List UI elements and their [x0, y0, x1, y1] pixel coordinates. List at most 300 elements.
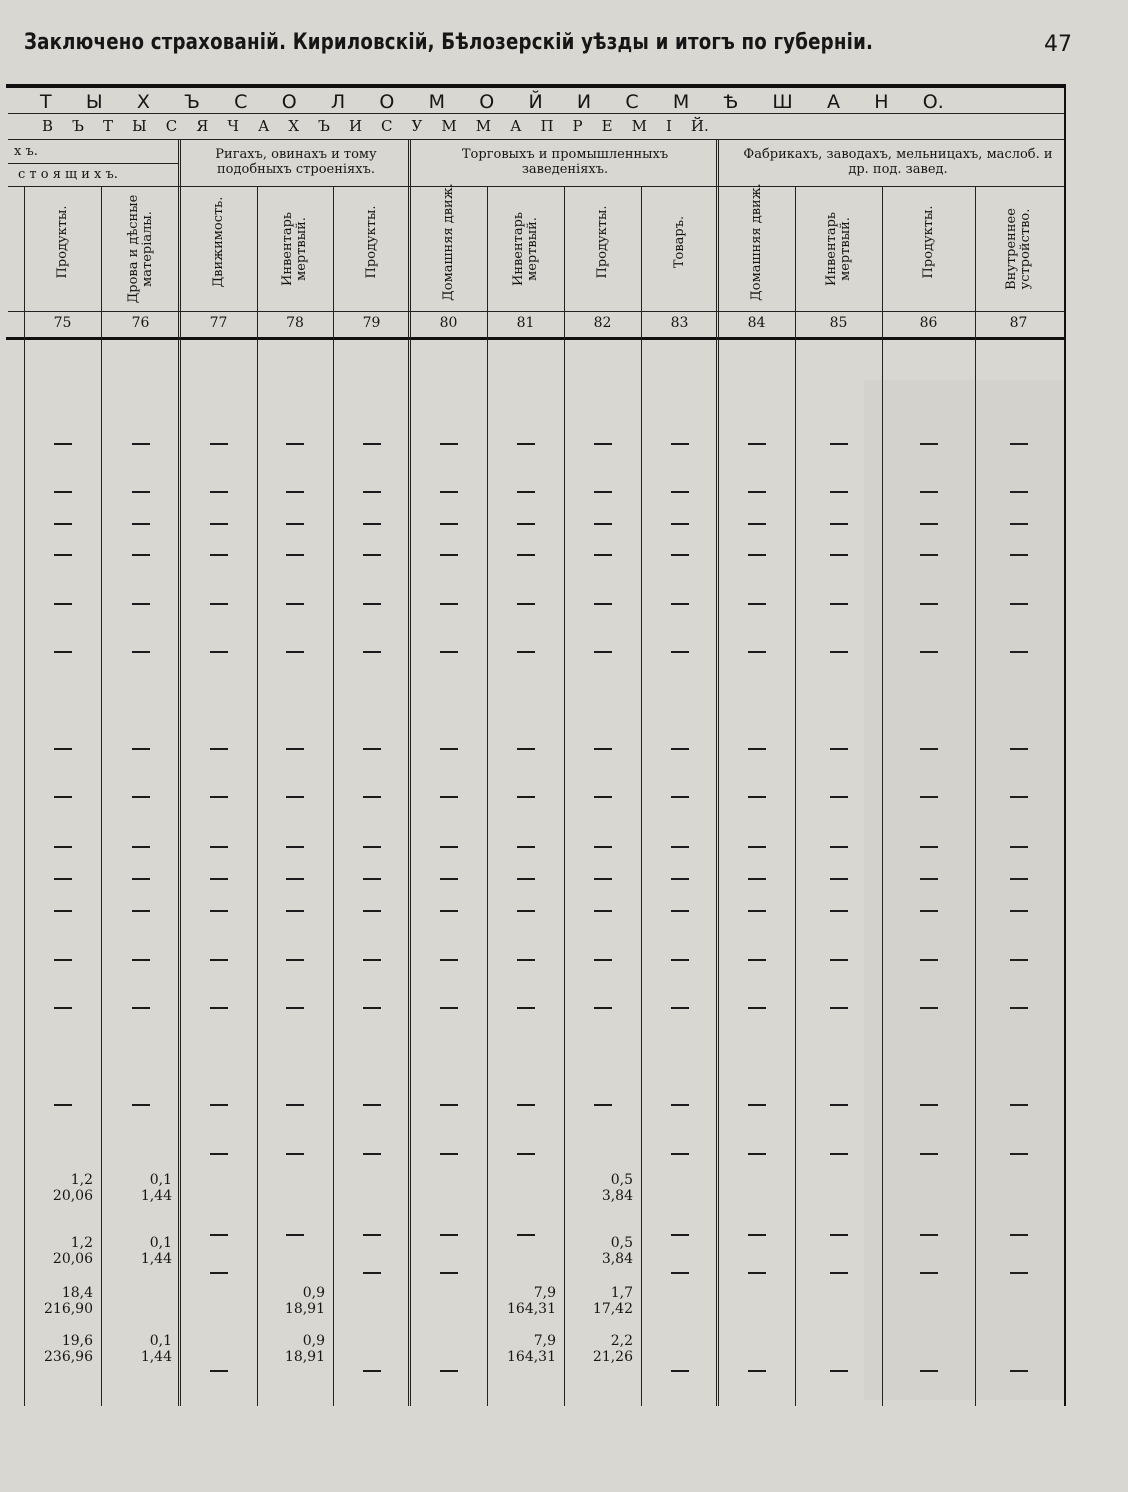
empty-dash — [671, 1153, 689, 1155]
empty-dash — [920, 603, 938, 605]
value-cell: 21,26 — [592, 1349, 633, 1365]
band-letter: Ы — [131, 117, 147, 135]
page-number: 47 — [1044, 32, 1072, 57]
band-letter: И — [348, 117, 363, 135]
empty-dash — [1010, 1370, 1028, 1372]
empty-dash — [210, 1370, 228, 1372]
empty-dash — [132, 443, 150, 445]
empty-dash — [363, 878, 381, 880]
empty-dash — [363, 846, 381, 848]
column-number: 86 — [919, 315, 938, 331]
column-rule — [882, 186, 883, 1406]
empty-dash — [671, 878, 689, 880]
value-cell: 0,9 — [302, 1333, 325, 1349]
column-header: Продукты. — [54, 205, 70, 279]
empty-dash — [286, 1153, 304, 1155]
empty-dash — [363, 651, 381, 653]
band-letter: М — [631, 117, 647, 135]
empty-dash — [748, 554, 766, 556]
empty-dash — [363, 523, 381, 525]
empty-dash — [286, 959, 304, 961]
column-rule — [257, 186, 258, 1406]
empty-dash — [594, 1104, 612, 1106]
empty-dash — [54, 1104, 72, 1106]
empty-dash — [594, 959, 612, 961]
column-header-bottom — [8, 311, 1064, 312]
value-cell: 20,06 — [52, 1251, 93, 1267]
value-cell: 7,9 — [533, 1285, 556, 1301]
empty-dash — [440, 796, 458, 798]
empty-dash — [1010, 910, 1028, 912]
empty-dash — [132, 878, 150, 880]
column-header: Инвентарь мертвый. — [280, 211, 309, 287]
empty-dash — [286, 796, 304, 798]
empty-dash — [132, 1104, 150, 1106]
empty-dash — [210, 846, 228, 848]
band-letter: Й — [528, 91, 543, 113]
empty-dash — [830, 603, 848, 605]
column-rule — [564, 186, 565, 1406]
band-letter: І — [665, 117, 672, 135]
column-header: Товаръ. — [671, 215, 687, 269]
column-number: 82 — [593, 315, 612, 331]
empty-dash — [132, 910, 150, 912]
column-rule — [716, 139, 719, 1406]
empty-dash — [594, 796, 612, 798]
empty-dash — [1010, 443, 1028, 445]
empty-dash — [517, 443, 535, 445]
band-line-1 — [8, 91, 1064, 113]
column-header: Инвентарь мертвый. — [823, 211, 853, 287]
empty-dash — [440, 1370, 458, 1372]
empty-dash — [1010, 554, 1028, 556]
empty-dash — [594, 748, 612, 750]
group-underline — [8, 186, 1064, 187]
empty-dash — [54, 878, 72, 880]
empty-dash — [748, 1272, 766, 1274]
band-letter: Н — [874, 91, 889, 113]
empty-dash — [1010, 523, 1028, 525]
empty-dash — [363, 1370, 381, 1372]
empty-dash — [54, 523, 72, 525]
empty-dash — [671, 910, 689, 912]
column-number: 85 — [829, 315, 848, 331]
empty-dash — [54, 796, 72, 798]
empty-dash — [671, 846, 689, 848]
band-letter: А — [510, 117, 522, 135]
empty-dash — [440, 959, 458, 961]
column-rule — [487, 186, 488, 1406]
empty-dash — [54, 491, 72, 493]
empty-dash — [210, 1104, 228, 1106]
band-letter: Т — [102, 117, 113, 135]
empty-dash — [286, 846, 304, 848]
empty-dash — [830, 1272, 848, 1274]
empty-dash — [594, 910, 612, 912]
empty-dash — [363, 748, 381, 750]
empty-dash — [210, 748, 228, 750]
empty-dash — [54, 748, 72, 750]
empty-dash — [363, 603, 381, 605]
band-letter: Ъ — [72, 117, 84, 135]
empty-dash — [748, 1153, 766, 1155]
empty-dash — [748, 748, 766, 750]
empty-dash — [517, 603, 535, 605]
left-group-divider — [8, 163, 178, 164]
empty-dash — [830, 443, 848, 445]
empty-dash — [210, 1007, 228, 1009]
band-letter: С — [625, 91, 639, 113]
empty-dash — [748, 443, 766, 445]
empty-dash — [830, 554, 848, 556]
empty-dash — [1010, 1234, 1028, 1236]
group-label-factories: Фабрикахъ, заводахъ, мельницахъ, маслоб. и др. под. завед. — [743, 147, 1053, 177]
empty-dash — [286, 1234, 304, 1236]
empty-dash — [920, 523, 938, 525]
empty-dash — [210, 651, 228, 653]
show-through-stain — [864, 380, 1064, 1400]
column-number: 75 — [53, 315, 72, 331]
empty-dash — [210, 523, 228, 525]
empty-dash — [363, 796, 381, 798]
empty-dash — [517, 748, 535, 750]
empty-dash — [54, 443, 72, 445]
empty-dash — [210, 796, 228, 798]
band-letter: В — [42, 117, 54, 135]
empty-dash — [1010, 1272, 1028, 1274]
band-line-2 — [8, 115, 1064, 137]
empty-dash — [363, 491, 381, 493]
empty-dash — [363, 1153, 381, 1155]
top-rule — [6, 84, 1066, 88]
empty-dash — [440, 554, 458, 556]
empty-dash — [594, 651, 612, 653]
band-letter: Х — [288, 117, 300, 135]
column-rule — [1064, 86, 1066, 1406]
empty-dash — [517, 878, 535, 880]
empty-dash — [517, 1153, 535, 1155]
header-bottom-rule — [6, 337, 1066, 340]
empty-dash — [363, 1234, 381, 1236]
empty-dash — [748, 491, 766, 493]
empty-dash — [132, 846, 150, 848]
page-title: Заключено страхованій. Кириловскій, Бѣлозерскій уѣзды и итогъ по губерніи. — [24, 30, 874, 55]
empty-dash — [830, 748, 848, 750]
left-group-top-label: х ъ. — [14, 144, 38, 159]
empty-dash — [54, 1007, 72, 1009]
value-cell: 0,1 — [149, 1235, 172, 1251]
empty-dash — [748, 959, 766, 961]
band-letter: А — [826, 91, 840, 113]
empty-dash — [920, 846, 938, 848]
column-rule — [178, 139, 181, 1406]
empty-dash — [210, 603, 228, 605]
empty-dash — [210, 959, 228, 961]
band-letter: Ч — [227, 117, 239, 135]
empty-dash — [671, 603, 689, 605]
value-cell: 18,4 — [61, 1285, 93, 1301]
empty-dash — [440, 878, 458, 880]
band-letter: Ъ — [184, 91, 200, 113]
empty-dash — [54, 554, 72, 556]
value-cell: 1,44 — [140, 1349, 172, 1365]
band-letter: С — [165, 117, 178, 135]
empty-dash — [920, 1370, 938, 1372]
empty-dash — [748, 1370, 766, 1372]
value-cell: 0,1 — [149, 1333, 172, 1349]
empty-dash — [671, 443, 689, 445]
band-letter: Т — [40, 91, 52, 113]
band-letter: М — [672, 91, 690, 113]
empty-dash — [671, 554, 689, 556]
empty-dash — [671, 1007, 689, 1009]
band-letter: И — [576, 91, 592, 113]
empty-dash — [286, 491, 304, 493]
column-header: Продукты. — [363, 205, 379, 279]
empty-dash — [920, 491, 938, 493]
column-header: Инвентарь мертвый. — [510, 211, 540, 287]
empty-dash — [920, 959, 938, 961]
value-cell: 164,31 — [507, 1301, 556, 1317]
empty-dash — [830, 651, 848, 653]
empty-dash — [440, 523, 458, 525]
empty-dash — [830, 491, 848, 493]
empty-dash — [1010, 959, 1028, 961]
empty-dash — [54, 959, 72, 961]
value-cell: 2,2 — [610, 1333, 633, 1349]
value-cell: 0,5 — [610, 1235, 633, 1251]
empty-dash — [286, 603, 304, 605]
empty-dash — [440, 603, 458, 605]
empty-dash — [286, 554, 304, 556]
empty-dash — [286, 748, 304, 750]
empty-dash — [440, 443, 458, 445]
band-letter: А — [257, 117, 270, 135]
empty-dash — [363, 1104, 381, 1106]
column-number: 76 — [131, 315, 150, 331]
empty-dash — [54, 910, 72, 912]
empty-dash — [671, 1234, 689, 1236]
empty-dash — [830, 959, 848, 961]
empty-dash — [920, 1272, 938, 1274]
column-header: Продукты. — [920, 205, 936, 279]
value-cell: 1,2 — [70, 1172, 93, 1188]
empty-dash — [1010, 1007, 1028, 1009]
band-letter: Й. — [690, 117, 709, 135]
empty-dash — [594, 523, 612, 525]
empty-dash — [132, 748, 150, 750]
value-cell: 3,84 — [601, 1251, 633, 1267]
band-letter: С — [234, 91, 248, 113]
empty-dash — [920, 1234, 938, 1236]
value-cell: 1,44 — [140, 1188, 172, 1204]
empty-dash — [517, 846, 535, 848]
column-rule — [101, 186, 102, 1406]
empty-dash — [671, 651, 689, 653]
empty-dash — [440, 1272, 458, 1274]
empty-dash — [440, 910, 458, 912]
empty-dash — [132, 603, 150, 605]
group-label-trade: Торговыхъ и промышленныхъ заведеніяхъ. — [461, 147, 669, 177]
value-cell: 20,06 — [52, 1188, 93, 1204]
value-cell: 0,9 — [302, 1285, 325, 1301]
empty-dash — [1010, 1104, 1028, 1106]
empty-dash — [517, 1234, 535, 1236]
column-number: 81 — [516, 315, 535, 331]
empty-dash — [1010, 846, 1028, 848]
empty-dash — [671, 1370, 689, 1372]
band-letter: Я — [196, 117, 209, 135]
empty-dash — [286, 1104, 304, 1106]
column-rule — [641, 186, 642, 1406]
band-letter: У — [411, 117, 423, 135]
empty-dash — [830, 910, 848, 912]
empty-dash — [830, 523, 848, 525]
empty-dash — [920, 554, 938, 556]
column-number: 84 — [747, 315, 766, 331]
empty-dash — [920, 910, 938, 912]
empty-dash — [748, 910, 766, 912]
column-number: 80 — [439, 315, 458, 331]
empty-dash — [286, 878, 304, 880]
empty-dash — [830, 796, 848, 798]
empty-dash — [748, 1007, 766, 1009]
band-letter: Р — [572, 117, 583, 135]
empty-dash — [1010, 651, 1028, 653]
empty-dash — [286, 523, 304, 525]
band-letter: С — [381, 117, 393, 135]
empty-dash — [594, 554, 612, 556]
band-letter: Е — [601, 117, 613, 135]
empty-dash — [1010, 748, 1028, 750]
empty-dash — [363, 443, 381, 445]
empty-dash — [517, 651, 535, 653]
empty-dash — [210, 878, 228, 880]
band-letter: М — [428, 91, 446, 113]
empty-dash — [594, 603, 612, 605]
band-letter: М — [475, 117, 492, 135]
empty-dash — [440, 846, 458, 848]
empty-dash — [920, 1007, 938, 1009]
column-header: Дрова и дѣсные матеріалы. — [125, 194, 155, 304]
empty-dash — [440, 1153, 458, 1155]
column-header: Движимость. — [210, 196, 226, 288]
empty-dash — [210, 491, 228, 493]
column-header: Продукты. — [594, 205, 610, 279]
column-header: Домашняя движ. — [440, 183, 456, 301]
empty-dash — [440, 1104, 458, 1106]
empty-dash — [286, 1007, 304, 1009]
empty-dash — [920, 651, 938, 653]
band-letter: О — [281, 91, 297, 113]
empty-dash — [671, 1104, 689, 1106]
value-cell: 0,5 — [610, 1172, 633, 1188]
empty-dash — [748, 1234, 766, 1236]
empty-dash — [594, 443, 612, 445]
band-letter: Л — [330, 91, 346, 113]
empty-dash — [132, 491, 150, 493]
column-rule — [333, 186, 334, 1406]
column-header: Домашняя движ. — [748, 183, 764, 301]
empty-dash — [517, 910, 535, 912]
empty-dash — [210, 554, 228, 556]
empty-dash — [594, 878, 612, 880]
empty-dash — [210, 1153, 228, 1155]
empty-dash — [517, 1007, 535, 1009]
empty-dash — [830, 1234, 848, 1236]
empty-dash — [132, 554, 150, 556]
empty-dash — [210, 910, 228, 912]
empty-dash — [748, 796, 766, 798]
empty-dash — [517, 554, 535, 556]
empty-dash — [54, 603, 72, 605]
value-cell: 236,96 — [44, 1349, 93, 1365]
empty-dash — [830, 846, 848, 848]
empty-dash — [920, 1104, 938, 1106]
empty-dash — [920, 1153, 938, 1155]
value-cell: 17,42 — [592, 1301, 633, 1317]
empty-dash — [748, 846, 766, 848]
empty-dash — [748, 523, 766, 525]
empty-dash — [363, 1272, 381, 1274]
empty-dash — [830, 878, 848, 880]
empty-dash — [132, 523, 150, 525]
empty-dash — [671, 959, 689, 961]
empty-dash — [748, 1104, 766, 1106]
empty-dash — [517, 491, 535, 493]
value-cell: 1,7 — [610, 1285, 633, 1301]
empty-dash — [517, 796, 535, 798]
column-number: 87 — [1009, 315, 1028, 331]
column-header: Внутреннее устройство. — [1003, 208, 1033, 290]
empty-dash — [363, 959, 381, 961]
column-rule — [975, 186, 976, 1406]
empty-dash — [920, 748, 938, 750]
empty-dash — [830, 1007, 848, 1009]
empty-dash — [54, 846, 72, 848]
empty-dash — [517, 1104, 535, 1106]
value-cell: 1,44 — [140, 1251, 172, 1267]
empty-dash — [594, 491, 612, 493]
value-cell: 18,91 — [284, 1349, 325, 1365]
column-rule — [24, 186, 25, 1406]
value-cell: 1,2 — [70, 1235, 93, 1251]
band-divider — [8, 139, 1064, 140]
left-group-sub-label: с т о я щ и х ъ. — [18, 167, 118, 182]
value-cell: 216,90 — [44, 1301, 93, 1317]
column-number: 79 — [362, 315, 381, 331]
empty-dash — [671, 1272, 689, 1274]
empty-dash — [440, 1007, 458, 1009]
empty-dash — [363, 554, 381, 556]
empty-dash — [671, 796, 689, 798]
empty-dash — [517, 959, 535, 961]
value-cell: 3,84 — [601, 1188, 633, 1204]
empty-dash — [210, 1234, 228, 1236]
empty-dash — [132, 959, 150, 961]
empty-dash — [671, 523, 689, 525]
column-number: 78 — [286, 315, 304, 331]
band-letter: О — [479, 91, 495, 113]
band-letter: О — [379, 91, 395, 113]
column-rule — [408, 139, 411, 1406]
band-divider — [8, 113, 1064, 114]
empty-dash — [132, 796, 150, 798]
band-letter: М — [441, 117, 457, 135]
empty-dash — [210, 1272, 228, 1274]
empty-dash — [1010, 491, 1028, 493]
empty-dash — [594, 1007, 612, 1009]
